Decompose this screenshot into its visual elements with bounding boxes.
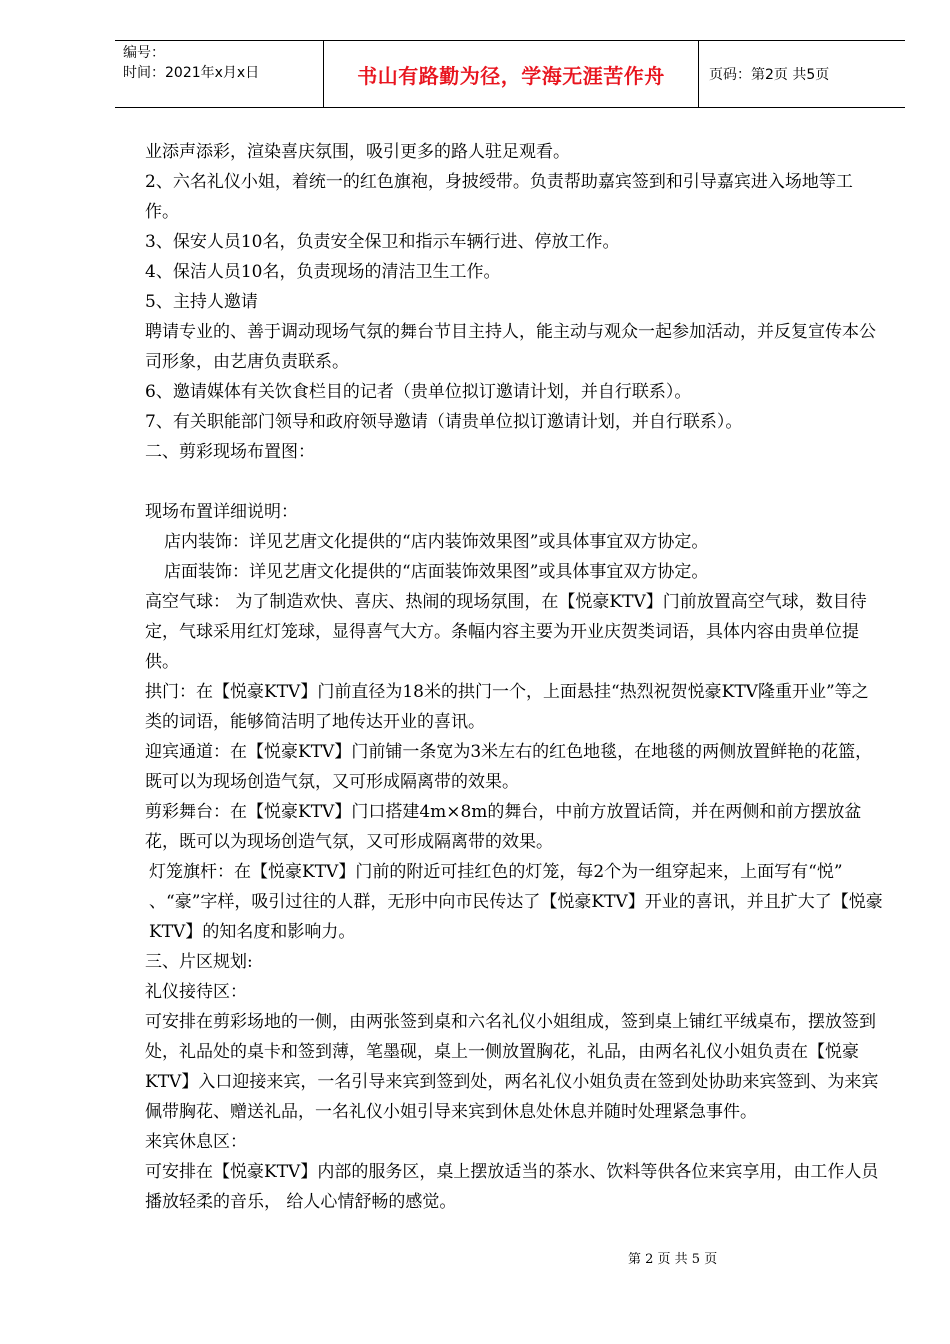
section-heading: 三、片区规划: xyxy=(145,952,253,972)
paragraph: 5、主持人邀请 xyxy=(145,292,258,312)
section-heading: 二、剪彩现场布置图： xyxy=(145,442,315,462)
paragraph: 灯笼旗杆：在【悦豪KTV】门前的附近可挂红色的灯笼，每2个为一组穿起来，上面写有“悦” 、“豪”字样，吸引过往的人群，无形中向市民传达了【悦豪KTV】开业的喜讯，并且扩大了【悦豪KTV】的知名度和影响力。 xyxy=(149,862,883,942)
document-body xyxy=(145,137,885,1217)
paragraph: 店面装饰：详见艺唐文化提供的“店面装饰效果图”或具体事宜双方协定。 xyxy=(164,562,709,582)
footer-page-number: 第 2 页 共 5 页 xyxy=(628,1252,718,1267)
header-motto: 书山有路勤为径，学海无涯苦作舟 xyxy=(323,41,699,107)
paragraph: 剪彩舞台：在【悦豪KTV】门口搭建4m×8m的舞台，中前方放置话筒，并在两侧和前方摆放盆花，既可以为现场创造气氛，又可形成隔离带的效果。 xyxy=(145,802,862,852)
paragraph: 店内装饰：详见艺唐文化提供的“店内装饰效果图”或具体事宜双方协定。 xyxy=(164,532,709,552)
paragraph: 可安排在剪彩场地的一侧，由两张签到桌和六名礼仪小姐组成，签到桌上铺红平绒桌布，摆放签到处，礼品处的桌卡和签到薄，笔墨砚，桌上一侧放置胸花，礼品，由两名礼仪小姐负责在【悦豪KTV】入口迎接来宾，一名引导来宾到签到处，两名礼仪小姐负责在签到处协助来宾签到、为来宾佩带胸花、赠送礼品，一名礼仪小姐引导来宾到休息处休息并随时处理紧急事件。 xyxy=(145,1012,879,1122)
page-header xyxy=(115,40,905,108)
header-meta xyxy=(115,41,323,107)
number-label: 编号： xyxy=(123,45,165,61)
subheading: 礼仪接待区： xyxy=(145,982,247,1002)
diagram-placeholder xyxy=(145,467,885,497)
paragraph: 业添声添彩，渲染喜庆氛围，吸引更多的路人驻足观看。 xyxy=(145,142,570,162)
paragraph: 7、有关职能部门领导和政府领导邀请（请贵单位拟订邀请计划，并自行联系）。 xyxy=(145,412,743,432)
paragraph: 高空气球： 为了制造欢快、喜庆、热闹的现场氛围，在【悦豪KTV】门前放置高空气球，数目待定，气球采用红灯笼球，显得喜气大方。条幅内容主要为开业庆贺类词语，具体内容由贵单位提供。 xyxy=(145,592,867,672)
paragraph: 6、邀请媒体有关饮食栏目的记者（贵单位拟订邀请计划，并自行联系）。 xyxy=(145,382,692,402)
paragraph: 拱门：在【悦豪KTV】门前直径为18米的拱门一个，上面悬挂“热烈祝贺悦豪KTV隆重开业”等之类的词语，能够简洁明了地传达开业的喜讯。 xyxy=(145,682,869,732)
paragraph: 聘请专业的、善于调动现场气氛的舞台节目主持人，能主动与观众一起参加活动，并反复宣传本公司形象，由艺唐负责联系。 xyxy=(145,322,876,372)
subheading: 来宾休息区： xyxy=(145,1132,247,1152)
time-label: 时间：2021年x月x日 xyxy=(123,65,260,81)
paragraph: 4、保洁人员10名，负责现场的清洁卫生工作。 xyxy=(145,262,501,282)
paragraph: 迎宾通道：在【悦豪KTV】门前铺一条宽为3米左右的红色地毯，在地毯的两侧放置鲜艳的花篮，既可以为现场创造气氛，又可形成隔离带的效果。 xyxy=(145,742,873,792)
header-page-label: 页码：第2页 共5页 xyxy=(709,67,830,83)
paragraph: 3、保安人员10名，负责安全保卫和指示车辆行进、停放工作。 xyxy=(145,232,620,252)
paragraph: 现场布置详细说明： xyxy=(145,502,298,522)
paragraph: 2、六名礼仪小姐，着统一的红色旗袍，身披绶带。负责帮助嘉宾签到和引导嘉宾进入场地等工作。 xyxy=(145,172,853,222)
paragraph: 可安排在【悦豪KTV】内部的服务区，桌上摆放适当的茶水、饮料等供各位来宾享用，由工作人员播放轻柔的音乐， 给人心情舒畅的感觉。 xyxy=(145,1162,879,1212)
